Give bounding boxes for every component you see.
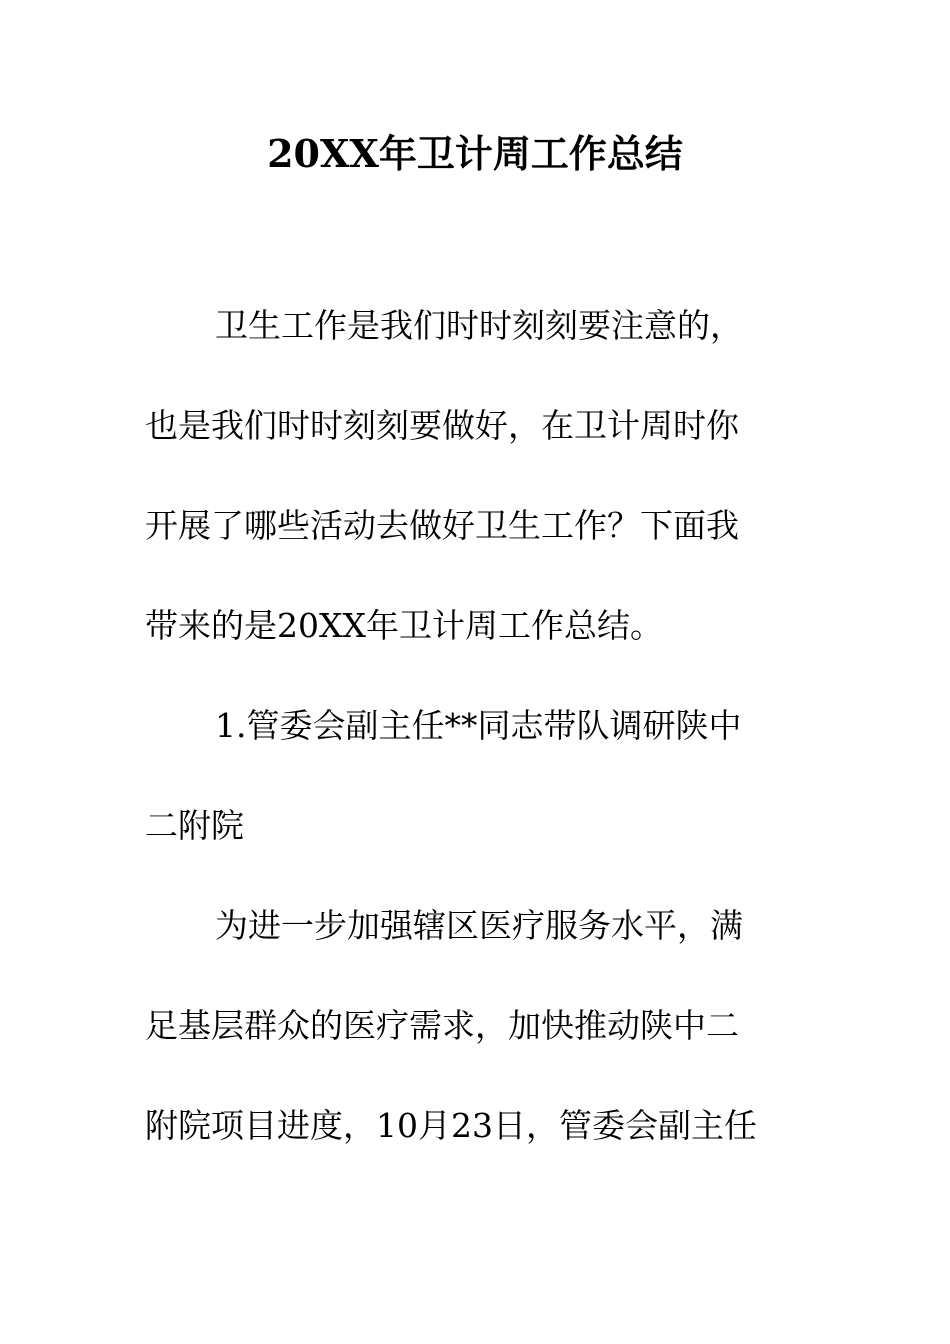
paragraph-line: 为进一步加强辖区医疗服务水平，满 xyxy=(215,906,743,945)
paragraph-line: 附院项目进度，10月23日，管委会副主任 xyxy=(145,1106,757,1145)
section-heading-line: 1.管委会副主任**同志带队调研陕中 xyxy=(215,706,742,745)
paragraph-line: 足基层群众的医疗需求，加快推动陕中二 xyxy=(145,1006,739,1045)
document-title: 20XX年卫计周工作总结 xyxy=(267,131,683,176)
paragraph-line: 也是我们时时刻刻要做好，在卫计周时你 xyxy=(145,406,739,445)
paragraph-line: 开展了哪些活动去做好卫生工作？下面我 xyxy=(145,506,739,545)
paragraph-line: 卫生工作是我们时时刻刻要注意的， xyxy=(215,306,743,345)
paragraph-line: 带来的是20XX年卫计周工作总结。 xyxy=(145,606,663,645)
section-heading-line: 二附院 xyxy=(145,806,244,845)
